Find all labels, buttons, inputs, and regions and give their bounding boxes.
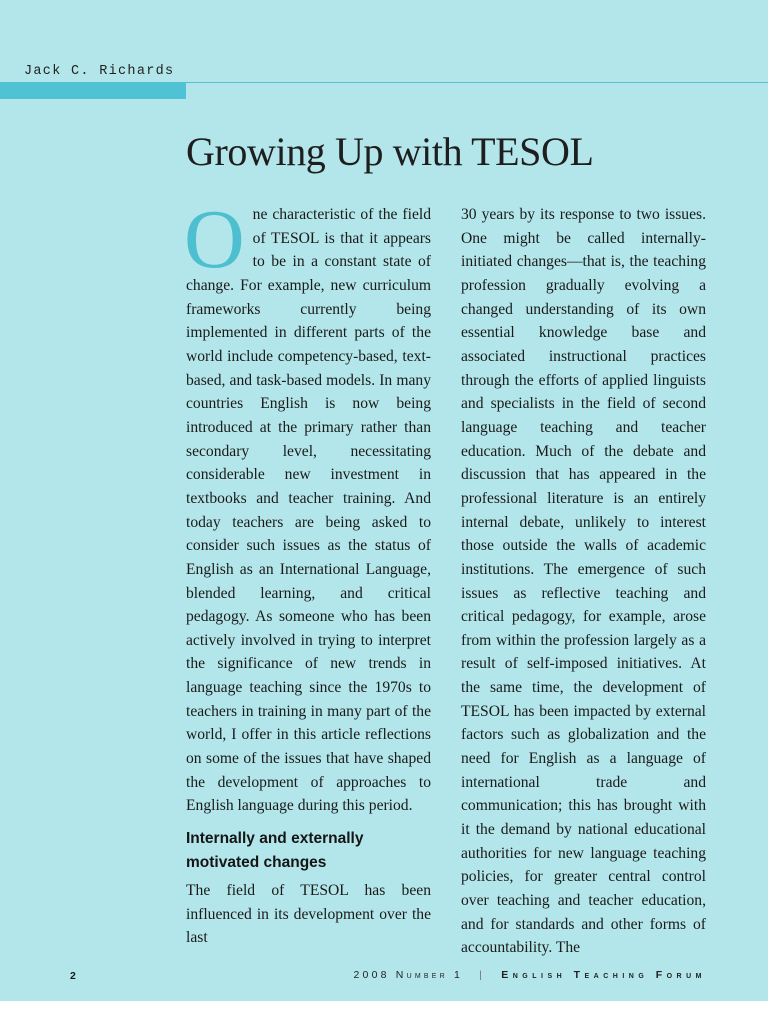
section-paragraph-start: The field of TESOL has been influenced in its development over the last bbox=[186, 882, 431, 947]
intro-paragraph bbox=[184, 193, 431, 818]
page-bottom-margin bbox=[0, 1001, 768, 1024]
intro-paragraph-text: ne characteristic of the field of TESOL is that it appears to be in a constant state of change. For example, new curriculum frameworks currently being implemented in different parts of the world include competency-based, text-based, and task-based models. In many countries English is now being introduced at the primary rather than secondary level, necessitating considerable new investment in textbooks and teacher training. And today teachers are being asked to consider such issues as the status of English as an International Language, blended learning, and critical pedagogy. As someone who has been actively involved in trying to interpret the significance of new trends in language teaching since the 1970s to teachers in training in many part of the world, I offer in this article reflections on some of the issues that have shaped the development of approaches to English language during this period. bbox=[186, 206, 431, 815]
author-name: Jack C. Richards bbox=[24, 64, 175, 79]
footer-citation bbox=[354, 969, 707, 981]
header-accent-bar bbox=[0, 83, 186, 99]
section-heading: Internally and externally motivated changes bbox=[186, 830, 364, 872]
section-paragraph-continued: 30 years by its response to two issues. One might be called internally-initiated changes—that is, the teaching profession gradually evolving a changed understanding of its own essential knowledge base and associated instructional practices through the efforts of applied linguists and specialists in the field of second language teaching and teacher education. Much of the debate and discussion that has appeared in the professional literature is an entirely internal debate, unlikely to interest those outside the walls of academic institutions. The emergence of such issues as reflective teaching and critical pedagogy, for example, arose from within the profession largely as a result of self-imposed initiatives. At the same time, the development of TESOL has been impacted by external factors such as globalization and the need for English as a language of international trade and communication; this has brought with it the demand by national educational authorities for new language teaching policies, for greater central control over teaching and teacher education, and for standards and other forms of accountability. The bbox=[461, 206, 706, 957]
article-title: Growing Up with TESOL bbox=[186, 129, 594, 174]
page-number: 2 bbox=[70, 970, 76, 982]
footer-journal-name: English Teaching Forum bbox=[501, 969, 706, 981]
right-column bbox=[461, 203, 706, 960]
left-column bbox=[184, 193, 431, 950]
footer-separator: | bbox=[479, 969, 486, 981]
footer-issue: Number 1 bbox=[395, 969, 464, 981]
drop-cap: O bbox=[184, 193, 245, 286]
footer-year: 2008 bbox=[353, 969, 390, 981]
